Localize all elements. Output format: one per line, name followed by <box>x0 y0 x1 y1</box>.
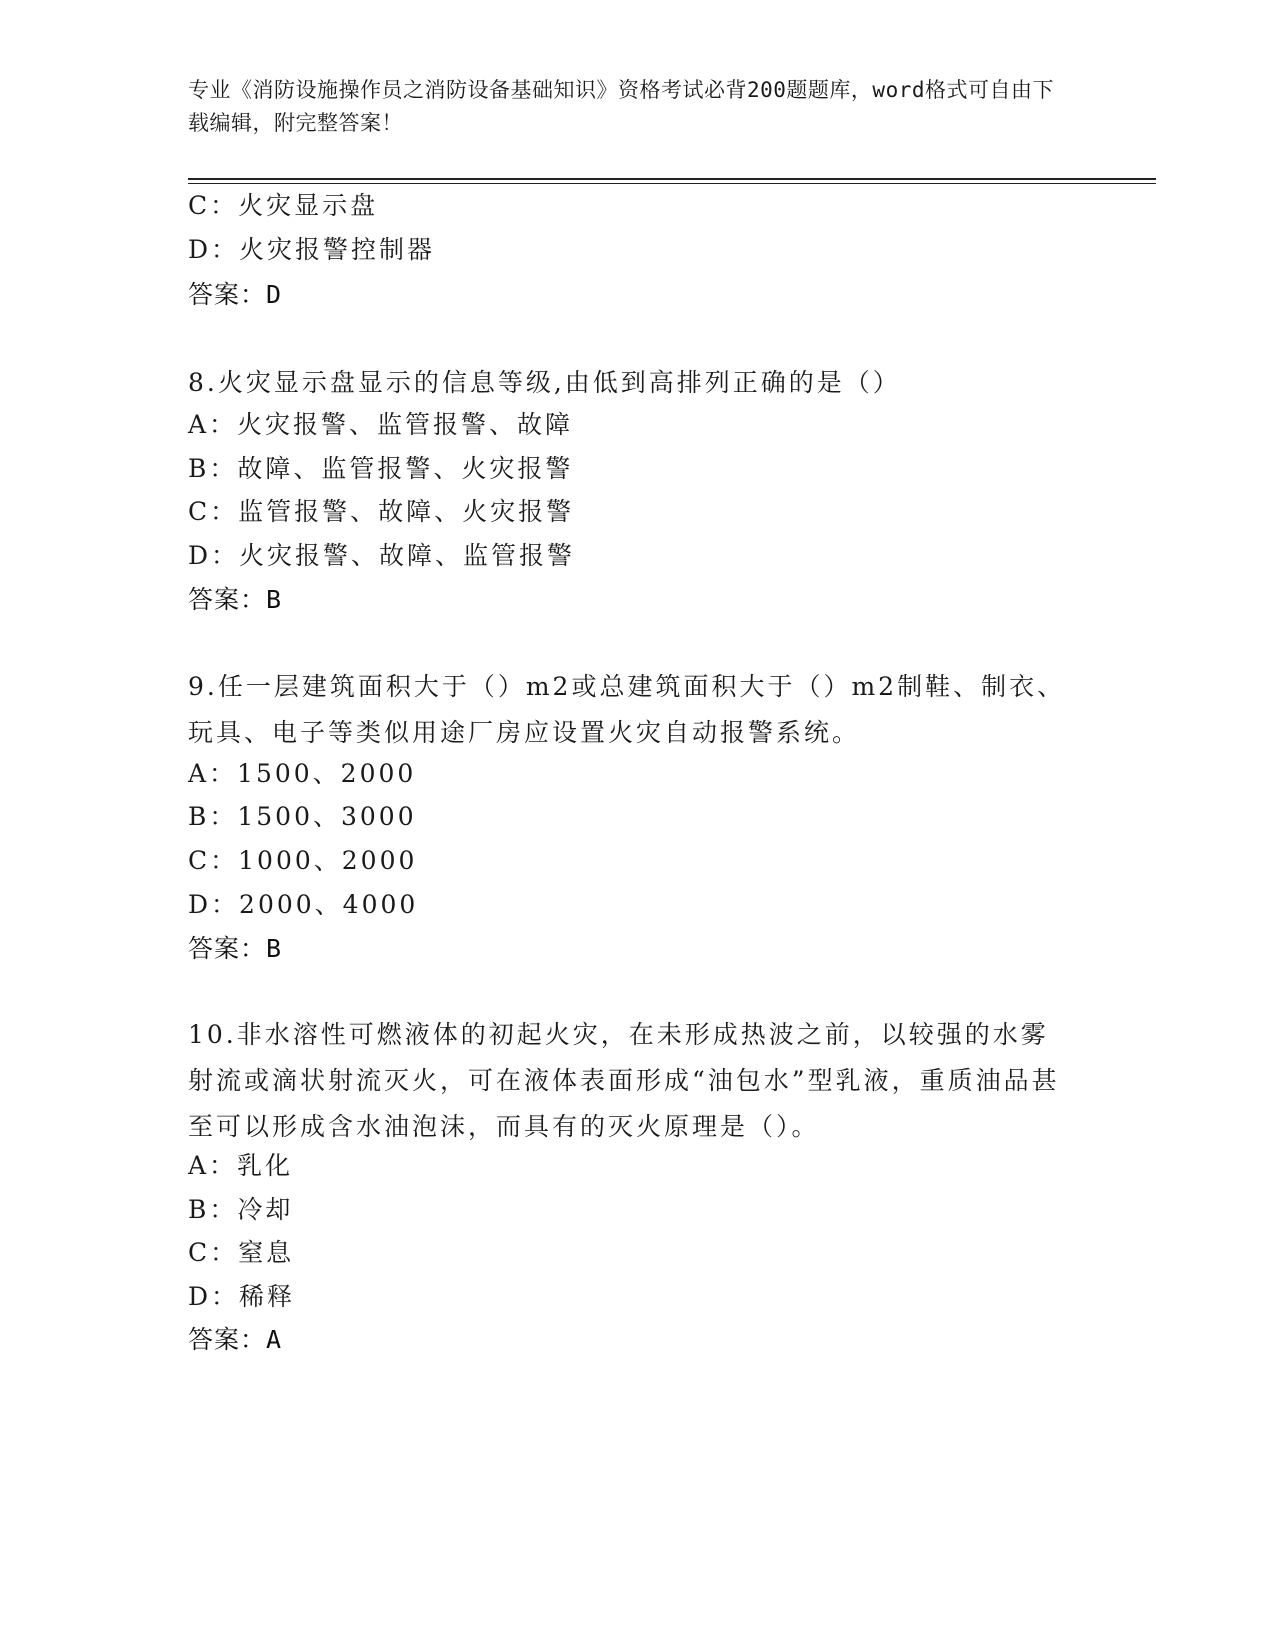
question-10-answer: 答案：A <box>188 1325 283 1354</box>
question-8-option-c: C：监管报警、故障、火灾报警 <box>188 497 575 526</box>
header-divider-thin <box>188 183 1156 184</box>
question-9-text: 9.任一层建筑面积大于（）m2或总建筑面积大于（）m2制鞋、制衣、玩具、电子等类似用途厂房应设置火灾自动报警系统。 <box>188 672 1066 747</box>
question-10-option-d: D：稀释 <box>188 1282 296 1311</box>
question-10-option-a: A：乳化 <box>188 1151 294 1180</box>
question-8-option-b: B：故障、监管报警、火灾报警 <box>188 454 574 483</box>
question-8-option-a: A：火灾报警、监管报警、故障 <box>188 410 574 439</box>
question-8-option-d: D：火灾报警、故障、监管报警 <box>188 541 576 570</box>
prev-answer: 答案：D <box>188 280 283 309</box>
question-9-option-b: B：1500、3000 <box>188 802 417 831</box>
question-9-option-a: A：1500、2000 <box>188 759 417 788</box>
question-9-option-d: D：2000、4000 <box>188 890 419 919</box>
question-9-option-c: C：1000、2000 <box>188 846 418 875</box>
question-8-text: 8.火灾显示盘显示的信息等级,由低到高排列正确的是（） <box>188 368 901 397</box>
header-divider-thick <box>188 178 1156 180</box>
question-10-text: 10.非水溶性可燃液体的初起火灾，在未形成热波之前，以较强的水雾射流或滴状射流灭火，可在液体表面形成“油包水”型乳液，重质油品甚至可以形成含水油泡沫，而具有的灭火原理是（）。 <box>188 1020 1060 1141</box>
prev-option-d: D：火灾报警控制器 <box>188 235 436 264</box>
prev-option-c: C：火灾显示盘 <box>188 191 379 220</box>
document-header: 专业《消防设施操作员之消防设备基础知识》资格考试必背200题题库，word格式可自由下载编辑，附完整答案！ <box>188 78 1054 135</box>
question-9-answer: 答案：B <box>188 934 283 963</box>
question-8-answer: 答案：B <box>188 585 283 614</box>
question-10-option-b: B：冷却 <box>188 1195 294 1224</box>
question-10-option-c: C：窒息 <box>188 1238 295 1267</box>
